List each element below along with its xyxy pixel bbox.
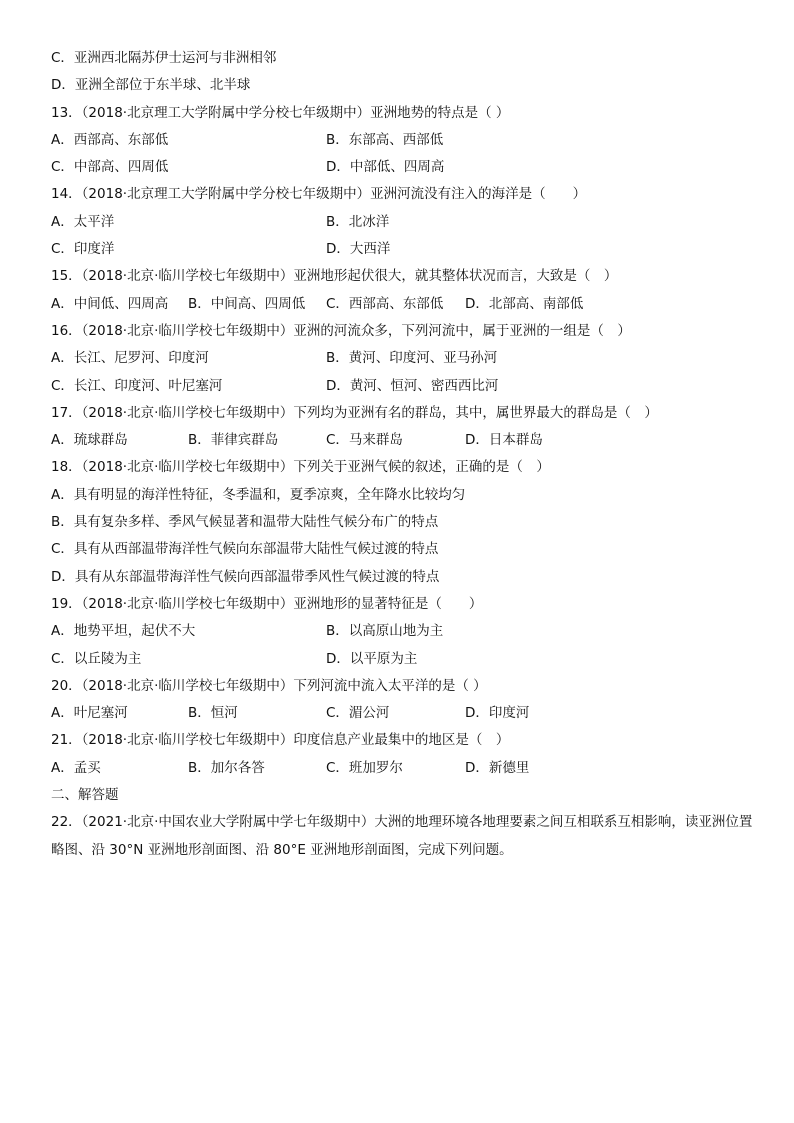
q14-option-c: C．印度洋 bbox=[51, 241, 115, 258]
q22-stem: 22．（2021·北京·中国农业大学附属中学七年级期中）大洲的地理环境各地理要素之间互相联系互相影响，读亚洲位置略图、沿 30°N 亚洲地形剖面图、沿 80°E 亚洲地形剖面图，完成下列问题。 bbox=[51, 814, 753, 858]
q17-options-row bbox=[51, 427, 761, 454]
q16-option-d: D．黄河、恒河、密西西比河 bbox=[326, 377, 499, 394]
q14-option-d: D．大西洋 bbox=[326, 241, 391, 258]
q13-options-row-2 bbox=[51, 154, 761, 181]
q15-option-b: B．中间高、四周低 bbox=[188, 295, 306, 312]
q19-options-row-2 bbox=[51, 646, 761, 673]
q14-options-row-2 bbox=[51, 236, 761, 263]
q15-options-row bbox=[51, 291, 761, 318]
q19-options-row-1 bbox=[51, 618, 761, 645]
q15-option-d: D．北部高、南部低 bbox=[465, 295, 584, 312]
q20-option-b: B．恒河 bbox=[188, 705, 238, 722]
q15-option-a: A．中间低、四周高 bbox=[51, 295, 169, 312]
q16-option-c: C．长江、印度河、叶尼塞河 bbox=[51, 377, 223, 394]
q14-stem: 14．（2018·北京理工大学附属中学分校七年级期中）亚洲河流没有注入的海洋是（ ） bbox=[51, 186, 587, 203]
q14-options-row-1 bbox=[51, 209, 761, 236]
q18-stem: 18．（2018·北京·临川学校七年级期中）下列关于亚洲气候的叙述，正确的是（ ） bbox=[51, 459, 550, 476]
q21-option-b: B．加尔各答 bbox=[188, 759, 265, 776]
q18-option-a: A．具有明显的海洋性特征，冬季温和，夏季凉爽，全年降水比较均匀 bbox=[51, 486, 466, 503]
q13-option-b: B．东部高、西部低 bbox=[326, 131, 444, 148]
q15-option-c: C．西部高、东部低 bbox=[326, 295, 444, 312]
q18-option-b: B．具有复杂多样、季风气候显著和温带大陆性气候分布广的特点 bbox=[51, 514, 439, 531]
q12-option-c: C．亚洲西北隔苏伊士运河与非洲相邻 bbox=[51, 50, 277, 66]
q17-option-b: B．菲律宾群岛 bbox=[188, 432, 279, 449]
q17-option-c: C．马来群岛 bbox=[326, 432, 403, 449]
q18-option-d: D．具有从东部温带海洋性气候向西部温带季风性气候过渡的特点 bbox=[51, 568, 440, 585]
q12-option-d: D．亚洲全部位于东半球、北半球 bbox=[51, 77, 251, 94]
q19-option-d: D．以平原为主 bbox=[326, 650, 418, 667]
q19-stem: 19．（2018·北京·临川学校七年级期中）亚洲地形的显著特征是（ ） bbox=[51, 595, 483, 612]
q19-option-b: B．以高原山地为主 bbox=[326, 623, 444, 640]
exam-page bbox=[51, 45, 761, 864]
section-heading: 二、解答题 bbox=[51, 787, 119, 804]
q14-option-b: B．北冰洋 bbox=[326, 213, 390, 230]
q15-stem: 15．（2018·北京·临川学校七年级期中）亚洲地形起伏很大，就其整体状况而言，大致是（ ） bbox=[51, 268, 618, 285]
q21-stem: 21．（2018·北京·临川学校七年级期中）印度信息产业最集中的地区是（ ） bbox=[51, 732, 510, 749]
q20-stem: 20．（2018·北京·临川学校七年级期中）下列河流中流入太平洋的是（ ） bbox=[51, 677, 487, 694]
q18-option-c: C．具有从西部温带海洋性气候向东部温带大陆性气候过渡的特点 bbox=[51, 541, 439, 558]
q21-option-a: A．孟买 bbox=[51, 759, 101, 776]
q16-option-b: B．黄河、印度河、亚马孙河 bbox=[326, 350, 498, 367]
q19-option-c: C．以丘陵为主 bbox=[51, 650, 142, 667]
q13-option-a: A．西部高、东部低 bbox=[51, 131, 169, 148]
q17-stem: 17．（2018·北京·临川学校七年级期中）下列均为亚洲有名的群岛，其中，属世界最大的群岛是（ ） bbox=[51, 404, 658, 421]
q13-option-d: D．中部低、四周高 bbox=[326, 159, 445, 176]
q16-options-row-2 bbox=[51, 373, 761, 400]
q14-option-a: A．太平洋 bbox=[51, 213, 115, 230]
q13-option-c: C．中部高、四周低 bbox=[51, 159, 169, 176]
q17-option-a: A．琉球群岛 bbox=[51, 432, 128, 449]
q16-stem: 16．（2018·北京·临川学校七年级期中）亚洲的河流众多，下列河流中，属于亚洲的一组是（ ） bbox=[51, 322, 631, 339]
q19-option-a: A．地势平坦，起伏不大 bbox=[51, 623, 196, 640]
q20-option-a: A．叶尼塞河 bbox=[51, 705, 128, 722]
q20-option-c: C．湄公河 bbox=[326, 705, 390, 722]
q21-option-d: D．新德里 bbox=[465, 759, 530, 776]
q13-stem: 13．（2018·北京理工大学附属中学分校七年级期中）亚洲地势的特点是（ ） bbox=[51, 104, 510, 121]
q17-option-d: D．日本群岛 bbox=[465, 432, 543, 449]
q13-options-row-1 bbox=[51, 127, 761, 154]
q21-options-row bbox=[51, 755, 761, 782]
q16-options-row-1 bbox=[51, 345, 761, 372]
q21-option-c: C．班加罗尔 bbox=[326, 759, 403, 776]
q16-option-a: A．长江、尼罗河、印度河 bbox=[51, 350, 209, 367]
q20-options-row bbox=[51, 700, 761, 727]
q20-option-d: D．印度河 bbox=[465, 705, 530, 722]
